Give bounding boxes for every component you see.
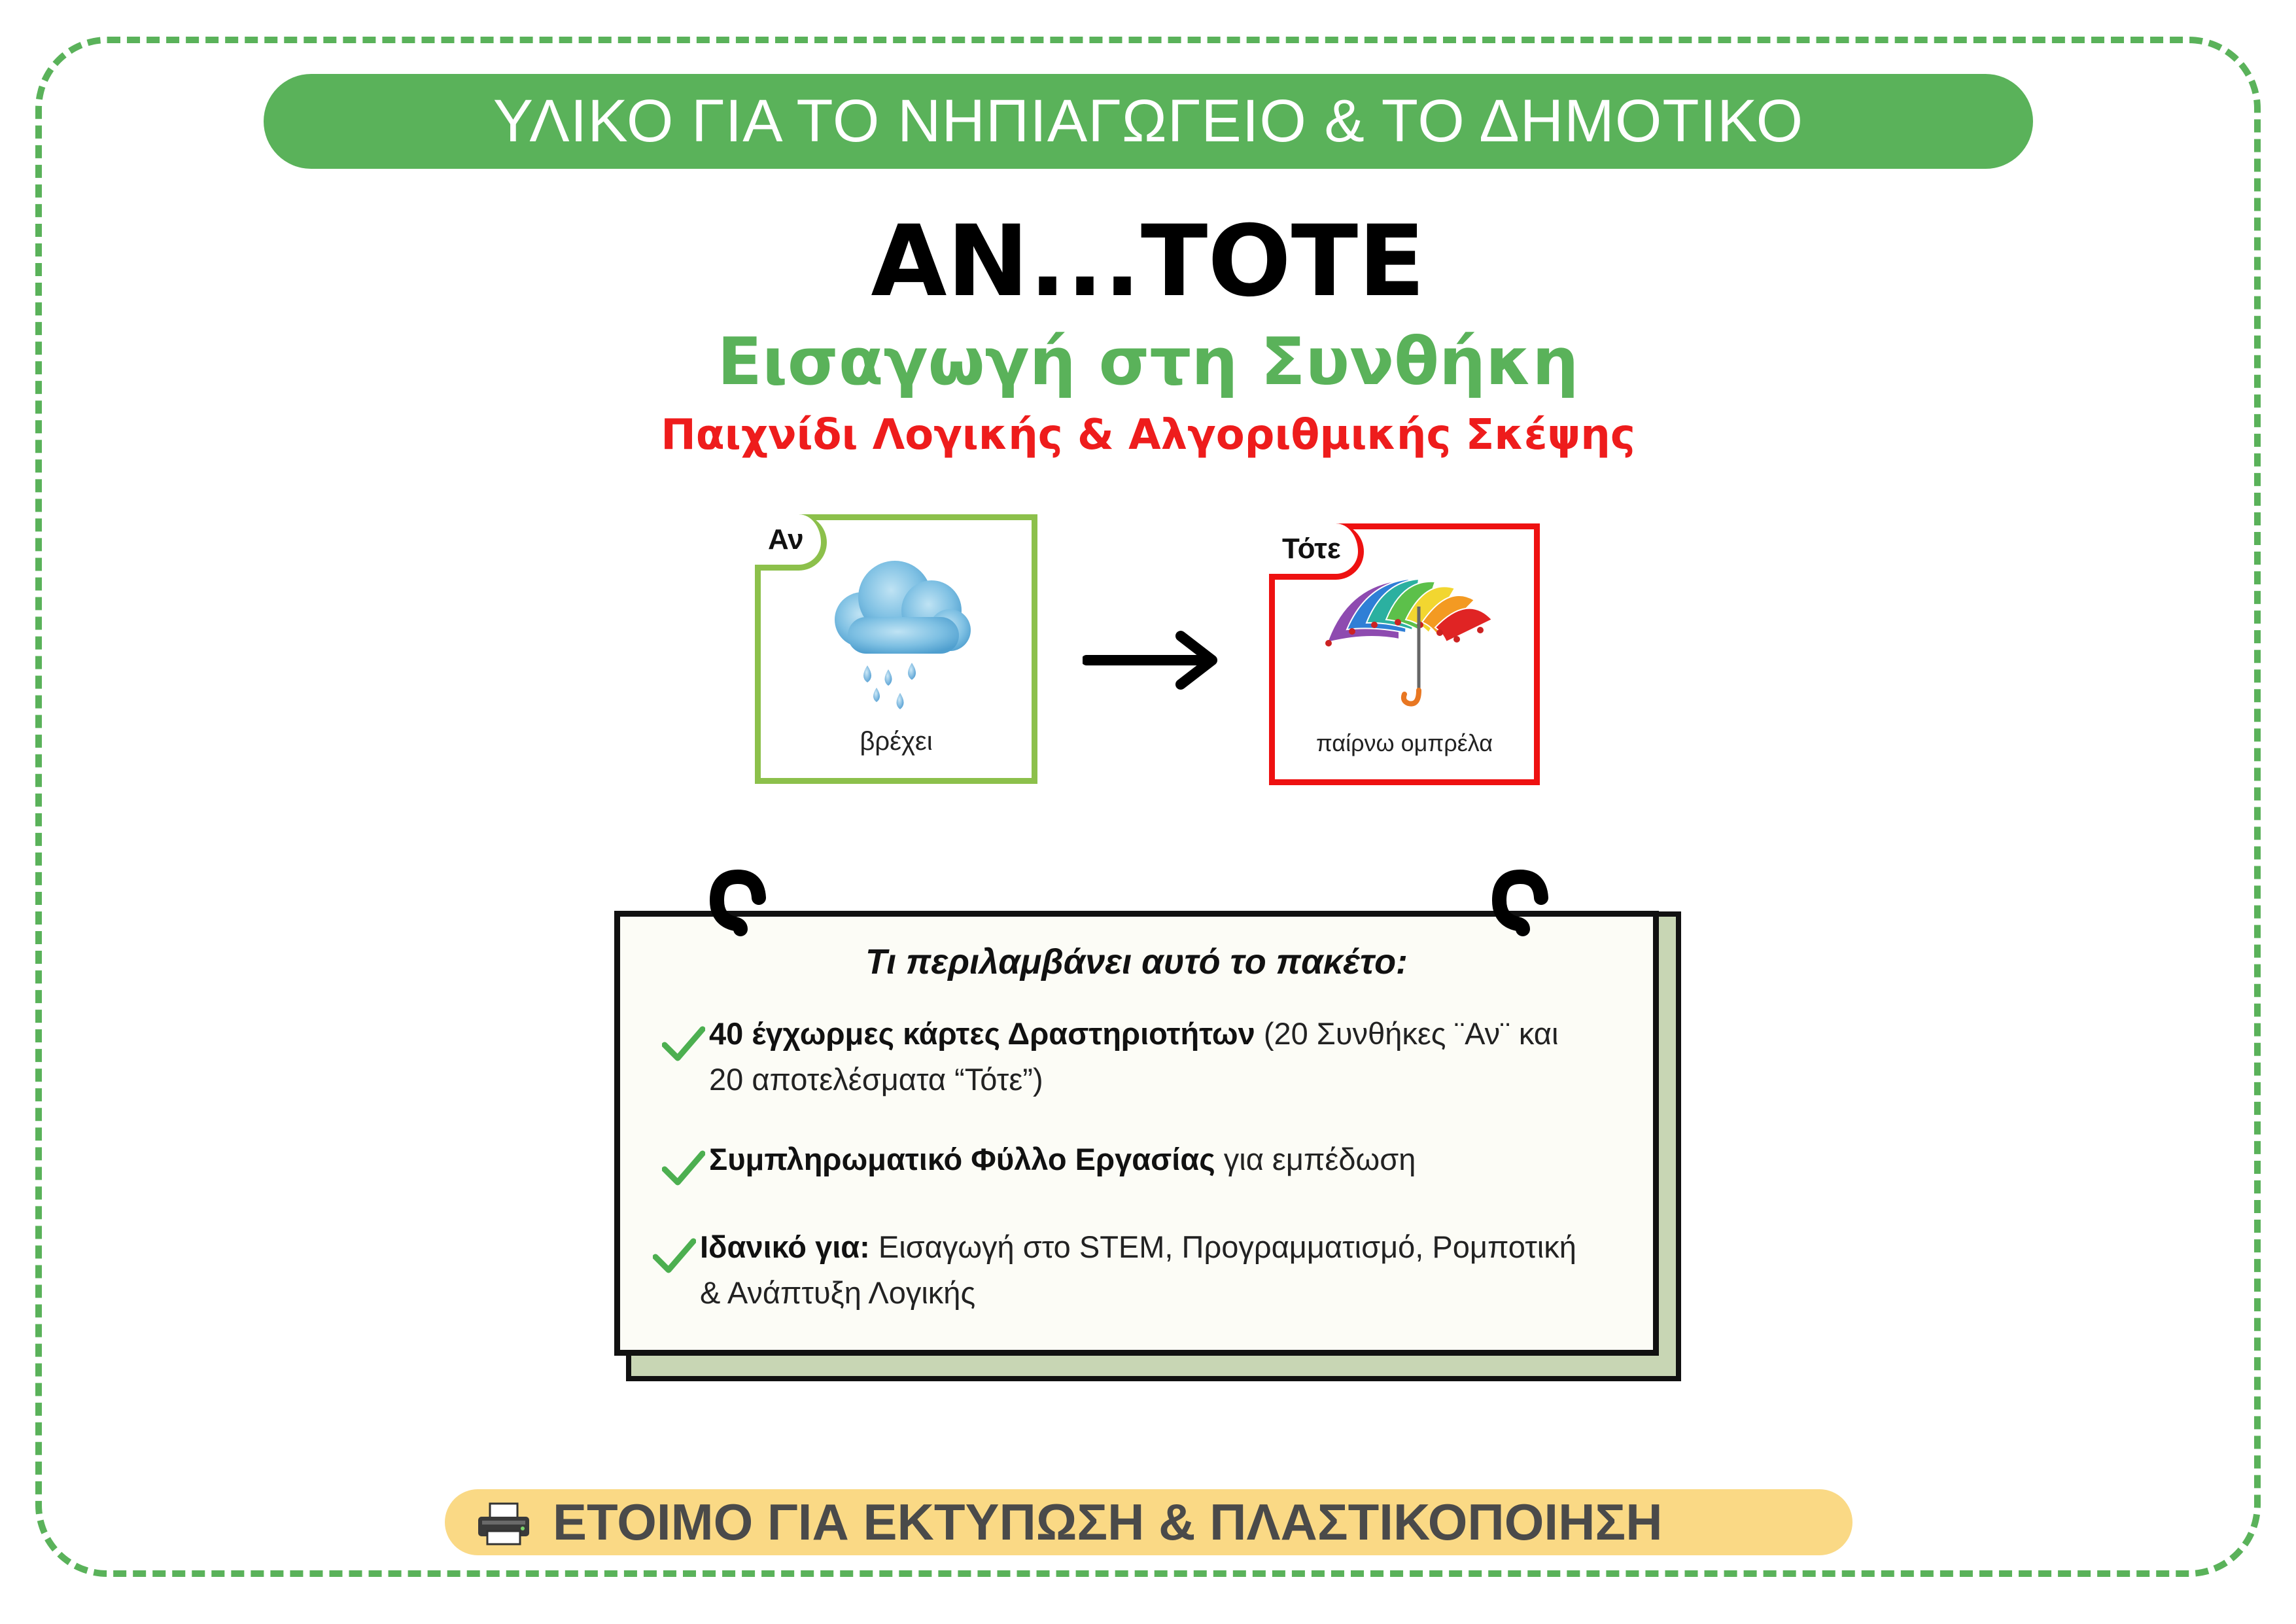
bottom-banner [445, 1489, 1852, 1555]
package-item-cards-line2: 20 αποτελέσματα “Τότε”) [709, 1062, 1043, 1097]
then-card-caption: παίρνω ομπρέλα [1315, 730, 1493, 756]
package-item-worksheet-bold: Συμπληρωματικό Φύλλο Εργασίας [709, 1142, 1215, 1176]
package-item-worksheet-rest: για εμπέδωση [1215, 1142, 1416, 1176]
arrow-right-icon [1083, 631, 1223, 690]
package-item-cards-rest: (20 Συνθήκες ¨Αν¨ και [1255, 1016, 1559, 1051]
package-item-worksheet [709, 1137, 1638, 1182]
umbrella-icon [1321, 567, 1497, 711]
package-item-worksheet-line1 [709, 1137, 1638, 1182]
package-item-cards-bold: 40 έγχωρμες κάρτες Δραστηριοτήτων [709, 1016, 1255, 1051]
check-icon [662, 1150, 705, 1186]
package-note [614, 911, 1659, 1356]
package-item-cards-line1 [709, 1011, 1638, 1057]
page-tagline: Παιχνίδι Λογικής & Αλγοριθμικής Σκέψης [661, 411, 1635, 459]
if-card-caption: βρέχει [860, 727, 933, 756]
check-icon [653, 1237, 696, 1274]
package-item-ideal-for [700, 1224, 1642, 1316]
package-item-cards [709, 1011, 1638, 1103]
then-card-tab: Τότε [1269, 523, 1364, 580]
printer-icon [474, 1501, 533, 1547]
then-card [1269, 523, 1540, 785]
top-banner-text: ΥΛΙΚΟ ΓΙΑ ΤΟ ΝΗΠΙΑΓΩΓΕΙΟ & ΤΟ ΔΗΜΟΤΙΚΟ [493, 88, 1804, 154]
if-card-tab: Αν [755, 514, 827, 571]
binder-hook-icon [701, 864, 780, 962]
bottom-banner-text: ΕΤΟΙΜΟ ΓΙΑ ΕΚΤΥΠΩΣΗ & ΠΛΑΣΤΙΚΟΠΟΙΗΣΗ [553, 1493, 1663, 1551]
check-icon [662, 1025, 705, 1062]
binder-hook-icon [1484, 864, 1562, 962]
package-item-ideal-for-bold: Ιδανικό για: [700, 1229, 870, 1264]
package-title: Τι περιλαμβάνει αυτό το πακέτο: [865, 942, 1408, 981]
top-banner [264, 74, 2033, 169]
package-item-ideal-for-line2: & Ανάπτυξη Λογικής [700, 1275, 976, 1310]
rain-cloud-icon [822, 554, 979, 718]
package-item-ideal-for-rest: Εισαγωγή στο STEM, Προγραμματισμό, Ρομποτική [869, 1229, 1576, 1264]
package-item-ideal-for-line1 [700, 1224, 1642, 1270]
page-subtitle: Εισαγωγή στη Συνθήκη [717, 323, 1579, 400]
page-title: ΑΝ...ΤΟΤΕ [871, 205, 1425, 319]
if-card [755, 514, 1037, 784]
